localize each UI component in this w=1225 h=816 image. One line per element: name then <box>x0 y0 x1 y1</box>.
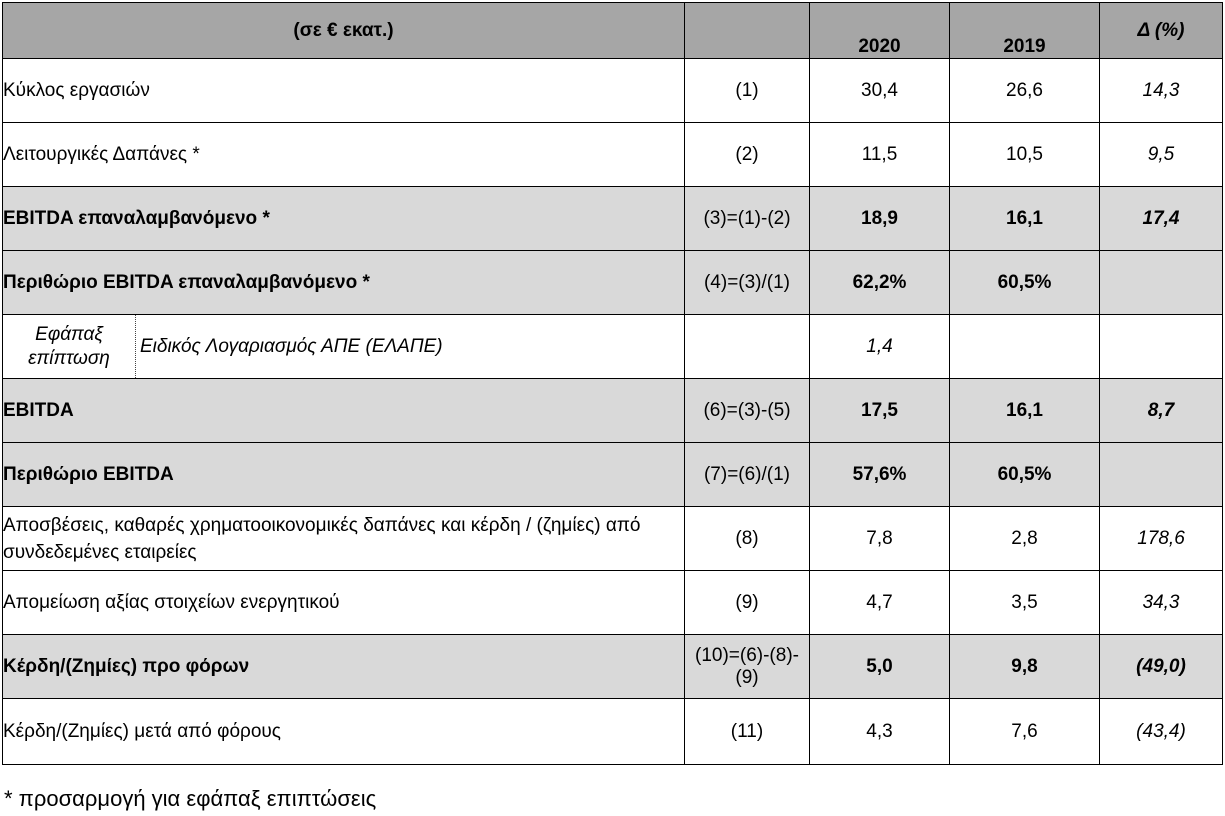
row-ref: (2) <box>685 123 810 187</box>
row-label: Κύκλος εργασιών <box>3 59 685 123</box>
value-2020: 30,4 <box>810 59 950 123</box>
row-label: Περιθώριο EBITDA επαναλαμβανόμενο * <box>3 251 685 315</box>
value-2020: 1,4 <box>810 315 950 379</box>
unit-header: (σε € εκατ.) <box>3 3 685 59</box>
row-ref: (8) <box>685 507 810 571</box>
value-2019: 7,6 <box>950 699 1100 765</box>
table-row <box>3 59 1223 123</box>
value-2020: 11,5 <box>810 123 950 187</box>
value-delta: (43,4) <box>1100 699 1223 765</box>
row-label: Περιθώριο EBITDA <box>3 443 685 507</box>
row-ref: (9) <box>685 571 810 635</box>
row-label: EBITDA επαναλαμβανόμενο * <box>3 187 685 251</box>
table-row <box>3 315 1223 379</box>
value-2020: 4,3 <box>810 699 950 765</box>
table-row <box>3 635 1223 699</box>
value-2019: 16,1 <box>950 379 1100 443</box>
value-2020: 17,5 <box>810 379 950 443</box>
row-label: EBITDA <box>3 379 685 443</box>
value-2019 <box>950 315 1100 379</box>
row-ref: (7)=(6)/(1) <box>685 443 810 507</box>
row-ref <box>685 315 810 379</box>
table-row <box>3 571 1223 635</box>
value-delta <box>1100 315 1223 379</box>
table-row <box>3 251 1223 315</box>
row-ref: (11) <box>685 699 810 765</box>
row-label-split <box>3 315 685 379</box>
value-delta: 9,5 <box>1100 123 1223 187</box>
table-row <box>3 187 1223 251</box>
row-label: Κέρδη/(Ζημίες) προ φόρων <box>3 635 685 699</box>
row-label: Λειτουργικές Δαπάνες * <box>3 123 685 187</box>
table-row <box>3 123 1223 187</box>
value-2020: 4,7 <box>810 571 950 635</box>
value-2019: 16,1 <box>950 187 1100 251</box>
table-row <box>3 699 1223 765</box>
row-ref: (3)=(1)-(2) <box>685 187 810 251</box>
row-label: Αποσβέσεις, καθαρές χρηματοοικονομικές δαπάνες και κέρδη / (ζημίες) από συνδεδεμένες εταιρείες <box>3 507 685 571</box>
row-ref: (4)=(3)/(1) <box>685 251 810 315</box>
value-delta: 34,3 <box>1100 571 1223 635</box>
year-2019-header: 2019 <box>950 3 1100 59</box>
table-row <box>3 507 1223 571</box>
row-ref: (10)=(6)-(8)-(9) <box>685 635 810 699</box>
ref-header <box>685 3 810 59</box>
value-delta <box>1100 443 1223 507</box>
value-delta: 17,4 <box>1100 187 1223 251</box>
value-delta: 8,7 <box>1100 379 1223 443</box>
value-2019: 26,6 <box>950 59 1100 123</box>
value-2019: 60,5% <box>950 443 1100 507</box>
value-2019: 9,8 <box>950 635 1100 699</box>
row-ref: (6)=(3)-(5) <box>685 379 810 443</box>
row-label: Ειδικός Λογαριασμός ΑΠΕ (ΕΛΑΠΕ) <box>140 335 443 357</box>
value-2019: 60,5% <box>950 251 1100 315</box>
row-label: Κέρδη/(Ζημίες) μετά από φόρους <box>3 699 685 765</box>
one-off-label: Εφάπαξ επίπτωση <box>3 315 136 378</box>
value-delta: 14,3 <box>1100 59 1223 123</box>
footnote: * προσαρμογή για εφάπαξ επιπτώσεις <box>4 786 377 811</box>
value-2020: 57,6% <box>810 443 950 507</box>
table-row <box>3 379 1223 443</box>
financial-table <box>2 2 1223 765</box>
year-2020-header: 2020 <box>810 3 950 59</box>
value-2020: 5,0 <box>810 635 950 699</box>
table-row <box>3 443 1223 507</box>
value-delta: 178,6 <box>1100 507 1223 571</box>
value-2020: 18,9 <box>810 187 950 251</box>
value-2019: 10,5 <box>950 123 1100 187</box>
value-2020: 7,8 <box>810 507 950 571</box>
table-header-row <box>3 3 1223 59</box>
value-2020: 62,2% <box>810 251 950 315</box>
value-2019: 3,5 <box>950 571 1100 635</box>
row-ref: (1) <box>685 59 810 123</box>
value-delta: (49,0) <box>1100 635 1223 699</box>
value-2019: 2,8 <box>950 507 1100 571</box>
value-delta <box>1100 251 1223 315</box>
delta-header: Δ (%) <box>1100 3 1223 59</box>
row-label: Απομείωση αξίας στοιχείων ενεργητικού <box>3 571 685 635</box>
